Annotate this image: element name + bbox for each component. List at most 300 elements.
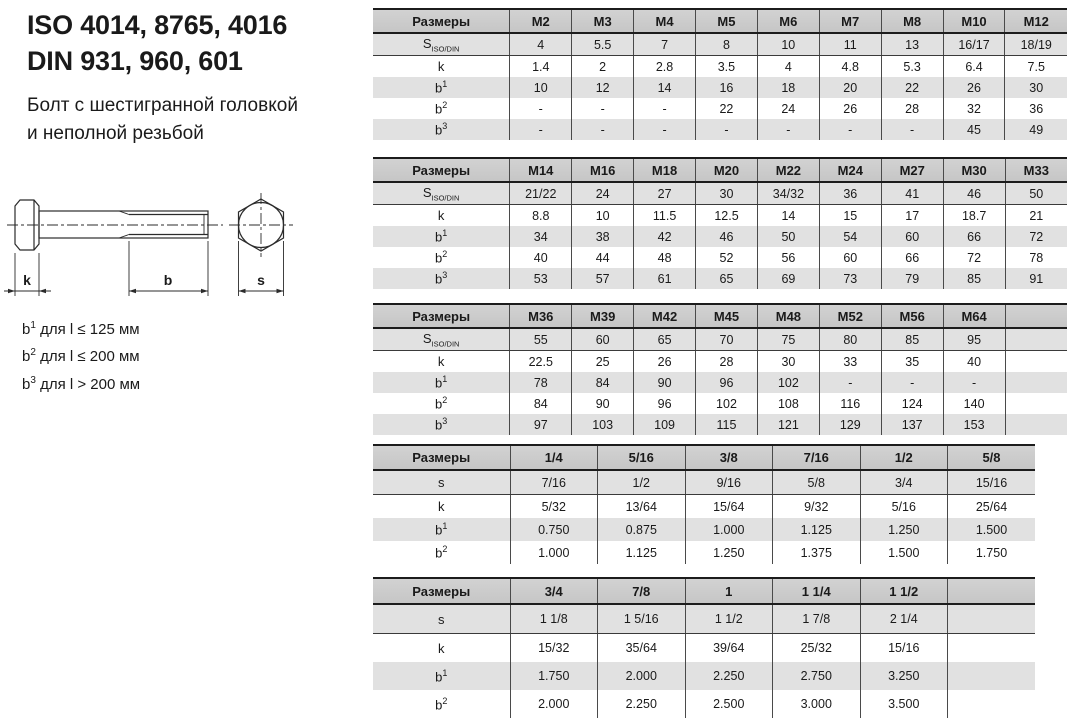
table-cell: 35/64 — [598, 634, 686, 663]
table-corner-header: Размеры — [373, 304, 510, 328]
row-label: $b^1$ — [435, 79, 448, 96]
table-cell: 5.5 — [572, 33, 634, 56]
row-label: $b^3$ — [435, 121, 448, 138]
column-header: M8 — [881, 9, 943, 33]
table-cell: 22 — [695, 98, 757, 119]
table-cell: 65 — [696, 268, 758, 289]
table-cell: 1.4 — [510, 56, 572, 78]
table-cell: 21/22 — [510, 182, 572, 205]
column-header: 7/8 — [598, 578, 686, 604]
table-cell: 1.375 — [773, 541, 861, 564]
table-row — [373, 372, 1067, 393]
table-row — [373, 690, 1035, 718]
column-header: M10 — [943, 9, 1005, 33]
column-header: M3 — [572, 9, 634, 33]
table-row — [373, 351, 1067, 373]
table-cell: 108 — [757, 393, 819, 414]
table-corner-header: Размеры — [373, 158, 510, 182]
table-cell: 91 — [1005, 268, 1067, 289]
column-header: M14 — [510, 158, 572, 182]
table-cell: 60 — [881, 226, 943, 247]
table-corner-header: Размеры — [373, 445, 510, 470]
table-row — [373, 268, 1067, 289]
column-header: M16 — [572, 158, 634, 182]
table-cell: - — [819, 119, 881, 140]
table-cell — [948, 604, 1036, 634]
table-cell: 53 — [510, 268, 572, 289]
table-cell: 10 — [757, 33, 819, 56]
column-header: 1 — [685, 578, 773, 604]
table-row — [373, 393, 1067, 414]
column-header: 3/4 — [510, 578, 598, 604]
table-cell: - — [510, 119, 572, 140]
table-cell: 49 — [1005, 119, 1067, 140]
table-cell: 115 — [696, 414, 758, 435]
table-cell: 80 — [819, 328, 881, 351]
title-iso: ISO 4014, 8765, 4016 — [27, 10, 288, 40]
table-cell: 70 — [696, 328, 758, 351]
table-cell: 8.8 — [510, 205, 572, 227]
table-cell: 12.5 — [696, 205, 758, 227]
table-cell: 14 — [757, 205, 819, 227]
b-arrow-right — [201, 289, 208, 293]
dimension-table-4 — [373, 444, 1035, 564]
table-cell: 22.5 — [510, 351, 572, 373]
table-cell: 8 — [695, 33, 757, 56]
column-header: M48 — [757, 304, 819, 328]
table-cell: 4 — [510, 33, 572, 56]
table-cell: 109 — [634, 414, 696, 435]
table-row — [373, 33, 1067, 56]
row-label: k — [437, 59, 445, 74]
dimension-s-label: s — [257, 272, 265, 288]
table-cell: 78 — [510, 372, 572, 393]
table-cell: 41 — [881, 182, 943, 205]
bolt-side-view — [4, 200, 223, 296]
table-cell: 16 — [695, 77, 757, 98]
dimension-k-label: k — [23, 272, 31, 288]
table-cell: 153 — [943, 414, 1005, 435]
table-cell: - — [695, 119, 757, 140]
table-cell: 10 — [572, 205, 634, 227]
column-header: M45 — [696, 304, 758, 328]
row-label: s — [373, 604, 510, 634]
table-cell: 32 — [943, 98, 1005, 119]
table-cell: 84 — [572, 372, 634, 393]
b-arrow-left — [129, 289, 136, 293]
column-header: M52 — [819, 304, 881, 328]
column-header: M36 — [510, 304, 572, 328]
table-cell: 7.5 — [1005, 56, 1067, 78]
table-corner-header: Размеры — [373, 578, 510, 604]
table-cell: 46 — [696, 226, 758, 247]
table-cell: 26 — [634, 351, 696, 373]
column-header: M7 — [819, 9, 881, 33]
table-cell: 36 — [1005, 98, 1067, 119]
dimension-table-3 — [373, 303, 1067, 435]
table-cell: 124 — [881, 393, 943, 414]
table-cell: 1 7/8 — [773, 604, 861, 634]
table-cell: 0.875 — [598, 518, 686, 541]
table-header-row — [373, 304, 1067, 328]
table-cell: 78 — [1005, 247, 1067, 268]
table-cell: 18/19 — [1005, 33, 1067, 56]
table-cell: 66 — [881, 247, 943, 268]
table-cell: 13 — [881, 33, 943, 56]
footnote-1: $b^1$ для l ≤ 125 мм — [22, 320, 140, 338]
table-cell: - — [881, 372, 943, 393]
table-cell: 54 — [819, 226, 881, 247]
table-cell: 30 — [1005, 77, 1067, 98]
table-cell: 15 — [819, 205, 881, 227]
k-arrow-right — [39, 289, 46, 293]
table-row — [373, 56, 1067, 78]
table-cell: 1.250 — [860, 518, 948, 541]
table-cell: 2.750 — [773, 662, 861, 690]
table-cell: 45 — [943, 119, 1005, 140]
dimension-table-5 — [373, 577, 1035, 718]
table-cell: 3.500 — [860, 690, 948, 718]
table-cell: 30 — [757, 351, 819, 373]
table-cell: 28 — [881, 98, 943, 119]
table-cell: 1.000 — [510, 541, 598, 564]
table-cell: 34/32 — [757, 182, 819, 205]
row-label: k — [437, 208, 445, 223]
table-cell: 1.500 — [860, 541, 948, 564]
table-cell: 27 — [634, 182, 696, 205]
table-cell: 2 — [572, 56, 634, 78]
table-cell: 116 — [819, 393, 881, 414]
column-header: M2 — [510, 9, 572, 33]
table-cell — [1005, 328, 1067, 351]
table-cell: - — [572, 119, 634, 140]
table-header-row — [373, 158, 1067, 182]
table-cell: 25/32 — [773, 634, 861, 663]
table-cell: 60 — [572, 328, 634, 351]
table-cell: 15/16 — [860, 634, 948, 663]
table-cell: 11.5 — [634, 205, 696, 227]
table-cell: 2 1/4 — [860, 604, 948, 634]
footnote-3: $b^3$ для l > 200 мм — [22, 374, 141, 393]
table-cell: 36 — [819, 182, 881, 205]
table-cell: 84 — [510, 393, 572, 414]
row-label: $b^1$ — [435, 521, 448, 538]
column-header: M24 — [819, 158, 881, 182]
table-cell: 73 — [819, 268, 881, 289]
title-din: DIN 931, 960, 601 — [27, 45, 243, 76]
column-header: 7/16 — [773, 445, 861, 470]
table-cell: - — [881, 119, 943, 140]
table-cell: 85 — [881, 328, 943, 351]
row-label: $b^2$ — [435, 695, 448, 713]
table-cell: 3.000 — [773, 690, 861, 718]
row-label: $b^2$ — [435, 100, 448, 117]
table-cell: 75 — [757, 328, 819, 351]
page-title — [27, 8, 287, 79]
table-row — [373, 662, 1035, 690]
table-cell: 3/4 — [860, 470, 948, 495]
table-cell: 5/32 — [510, 495, 598, 519]
table-row — [373, 205, 1067, 227]
table-cell: 9/32 — [773, 495, 861, 519]
table-cell: 96 — [634, 393, 696, 414]
table-cell: 20 — [819, 77, 881, 98]
table-cell: 60 — [819, 247, 881, 268]
subtitle-line2: и неполной резьбой — [27, 122, 204, 144]
table-cell: 72 — [1005, 226, 1067, 247]
table-cell: 1/2 — [598, 470, 686, 495]
table-cell: 26 — [819, 98, 881, 119]
table-cell: 69 — [757, 268, 819, 289]
table-cell: 1.125 — [773, 518, 861, 541]
table-row — [373, 414, 1067, 435]
table-cell: 140 — [943, 393, 1005, 414]
table-cell: 0.750 — [510, 518, 598, 541]
k-arrow-left — [8, 289, 15, 293]
column-header: M20 — [696, 158, 758, 182]
table-cell: 95 — [943, 328, 1005, 351]
table-cell: 25 — [572, 351, 634, 373]
table-cell: 2.250 — [685, 662, 773, 690]
table-cell: 18.7 — [943, 205, 1005, 227]
table-cell: 56 — [757, 247, 819, 268]
column-header: 3/8 — [685, 445, 773, 470]
table-cell: 2.000 — [510, 690, 598, 718]
table-cell: - — [943, 372, 1005, 393]
table-cell: 16/17 — [943, 33, 1005, 56]
column-header — [1005, 304, 1067, 328]
bolt-end-view — [229, 193, 293, 296]
table-cell: 15/16 — [948, 470, 1036, 495]
table-cell: 13/64 — [598, 495, 686, 519]
table-cell: 11 — [819, 33, 881, 56]
row-label: $b^1$ — [435, 374, 448, 391]
table-row — [373, 634, 1035, 663]
column-header: M22 — [757, 158, 819, 182]
column-header: 5/16 — [598, 445, 686, 470]
table-cell: 102 — [757, 372, 819, 393]
table-cell: 46 — [943, 182, 1005, 205]
table-cell: 61 — [634, 268, 696, 289]
row-label: k — [438, 640, 445, 656]
column-header: M12 — [1005, 9, 1067, 33]
table-cell: 14 — [634, 77, 696, 98]
table-cell: 12 — [572, 77, 634, 98]
column-header: M56 — [881, 304, 943, 328]
dimension-table-1 — [373, 8, 1067, 140]
row-label: $b^3$ — [435, 416, 448, 433]
table-cell: 50 — [757, 226, 819, 247]
table-cell: 79 — [881, 268, 943, 289]
table-header-row — [373, 578, 1035, 604]
row-label: $b^1$ — [435, 228, 448, 245]
table-cell: 121 — [757, 414, 819, 435]
table-cell: 24 — [757, 98, 819, 119]
table-cell: 50 — [1005, 182, 1067, 205]
table-cell: 1 5/16 — [598, 604, 686, 634]
table-cell: - — [572, 98, 634, 119]
table-cell: 40 — [510, 247, 572, 268]
table-cell — [948, 634, 1036, 663]
table-cell: 7 — [634, 33, 696, 56]
table-row — [373, 98, 1067, 119]
table-cell: 25/64 — [948, 495, 1036, 519]
table-row — [373, 518, 1035, 541]
table-cell: 24 — [572, 182, 634, 205]
column-header: 1 1/2 — [860, 578, 948, 604]
s-arrow-left — [239, 289, 246, 293]
table-cell: 1.250 — [685, 541, 773, 564]
table-cell: 5.3 — [881, 56, 943, 78]
column-header — [948, 578, 1036, 604]
table-cell: 15/64 — [685, 495, 773, 519]
table-cell: 1.125 — [598, 541, 686, 564]
table-cell: 30 — [696, 182, 758, 205]
table-cell: 96 — [696, 372, 758, 393]
table-cell: 17 — [881, 205, 943, 227]
table-cell: 2.8 — [634, 56, 696, 78]
column-header: M5 — [695, 9, 757, 33]
table-cell: 18 — [757, 77, 819, 98]
table-cell — [1005, 393, 1067, 414]
footnote-2: $b^2$ для l ≤ 200 мм — [22, 347, 140, 366]
row-label: $S_{ISO/DIN}$ — [373, 33, 510, 56]
table-row — [373, 247, 1067, 268]
table-cell: 22 — [881, 77, 943, 98]
table-cell: 3.5 — [695, 56, 757, 78]
dimension-b-label: b — [163, 272, 173, 288]
table-cell: 1.750 — [948, 541, 1036, 564]
table-cell — [948, 690, 1036, 718]
table-cell: 2.250 — [598, 690, 686, 718]
s-arrow-right — [277, 289, 284, 293]
table-row — [373, 604, 1035, 634]
row-label: $S_{ISO/DIN}$ — [373, 328, 510, 351]
row-label: s — [373, 470, 510, 495]
table-cell: 40 — [943, 351, 1005, 373]
table-row — [373, 470, 1035, 495]
table-cell: 21 — [1005, 205, 1067, 227]
table-cell: 5/16 — [860, 495, 948, 519]
table-cell: 137 — [881, 414, 943, 435]
row-label: $b^3$ — [435, 270, 448, 287]
dimension-table-2 — [373, 157, 1067, 289]
footnotes — [22, 316, 140, 398]
table-cell: 48 — [634, 247, 696, 268]
table-cell: - — [634, 119, 696, 140]
table-cell: 1 1/8 — [510, 604, 598, 634]
column-header: M30 — [943, 158, 1005, 182]
table-cell: 4.8 — [819, 56, 881, 78]
column-header: M64 — [943, 304, 1005, 328]
table-cell — [1005, 351, 1067, 373]
column-header: M39 — [572, 304, 634, 328]
column-header: 5/8 — [948, 445, 1036, 470]
row-label: $b^2$ — [435, 395, 448, 412]
table-cell: 34 — [510, 226, 572, 247]
table-cell: 39/64 — [685, 634, 773, 663]
column-header: 1 1/4 — [773, 578, 861, 604]
table-cell: 6.4 — [943, 56, 1005, 78]
table-cell: 102 — [696, 393, 758, 414]
column-header: 1/4 — [510, 445, 598, 470]
row-label: k — [437, 354, 445, 369]
table-row — [373, 182, 1067, 205]
table-cell: 42 — [634, 226, 696, 247]
table-cell: 72 — [943, 247, 1005, 268]
table-cell: 1.500 — [948, 518, 1036, 541]
table-cell: 55 — [510, 328, 572, 351]
table-corner-header: Размеры — [373, 9, 510, 33]
table-cell — [1005, 414, 1067, 435]
table-cell: 38 — [572, 226, 634, 247]
table-cell: 90 — [572, 393, 634, 414]
bolt-technical-drawing — [3, 183, 338, 313]
table-cell: 66 — [943, 226, 1005, 247]
table-cell: 4 — [757, 56, 819, 78]
table-row — [373, 77, 1067, 98]
row-label: $b^2$ — [435, 544, 448, 561]
table-cell: 26 — [943, 77, 1005, 98]
table-cell: 1.000 — [685, 518, 773, 541]
row-label: k — [438, 499, 445, 514]
row-label: $b^1$ — [435, 667, 448, 685]
column-header: M6 — [757, 9, 819, 33]
row-label: $b^2$ — [435, 249, 448, 266]
table-cell: 7/16 — [510, 470, 598, 495]
table-cell: 52 — [696, 247, 758, 268]
table-cell: 103 — [572, 414, 634, 435]
table-row — [373, 541, 1035, 564]
column-header: M18 — [634, 158, 696, 182]
table-row — [373, 226, 1067, 247]
table-row — [373, 328, 1067, 351]
table-cell: 35 — [881, 351, 943, 373]
table-header-row — [373, 445, 1035, 470]
table-cell: 129 — [819, 414, 881, 435]
table-cell: 57 — [572, 268, 634, 289]
table-cell: - — [510, 98, 572, 119]
row-label: $S_{ISO/DIN}$ — [373, 182, 510, 205]
column-header: M4 — [634, 9, 696, 33]
table-row — [373, 495, 1035, 519]
table-cell: 97 — [510, 414, 572, 435]
column-header: M42 — [634, 304, 696, 328]
page-subtitle — [27, 92, 298, 147]
column-header: 1/2 — [860, 445, 948, 470]
table-row — [373, 119, 1067, 140]
table-cell: 3.250 — [860, 662, 948, 690]
table-cell: 1.750 — [510, 662, 598, 690]
table-cell: 10 — [510, 77, 572, 98]
table-header-row — [373, 9, 1067, 33]
table-cell: 2.500 — [685, 690, 773, 718]
table-cell: 28 — [696, 351, 758, 373]
table-cell: 90 — [634, 372, 696, 393]
table-cell: 1 1/2 — [685, 604, 773, 634]
table-cell: 15/32 — [510, 634, 598, 663]
subtitle-line1: Болт с шестигранной головкой — [27, 95, 298, 116]
table-cell: - — [819, 372, 881, 393]
table-cell: - — [634, 98, 696, 119]
table-cell: 85 — [943, 268, 1005, 289]
table-cell: - — [757, 119, 819, 140]
column-header: M27 — [881, 158, 943, 182]
table-cell: 33 — [819, 351, 881, 373]
table-cell — [948, 662, 1036, 690]
table-cell — [1005, 372, 1067, 393]
table-cell: 9/16 — [685, 470, 773, 495]
